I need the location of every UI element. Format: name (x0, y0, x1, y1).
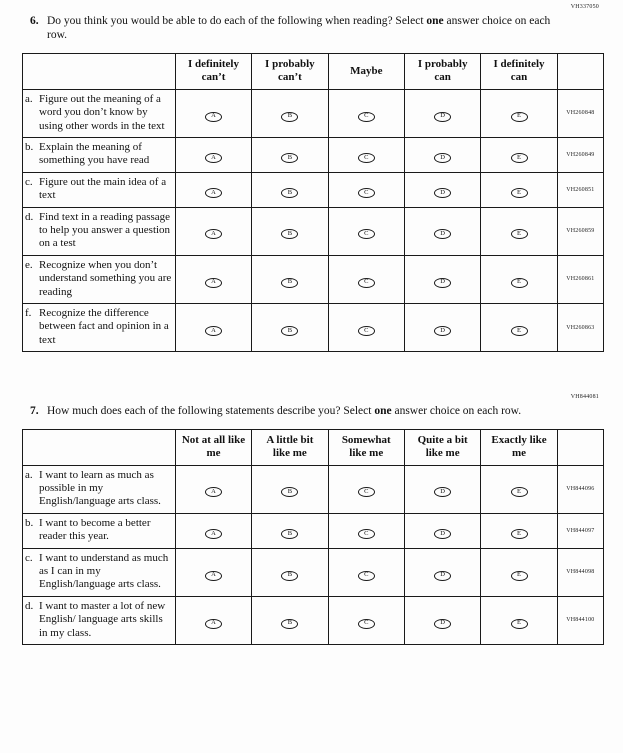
column-header: I definitely can’t (175, 53, 251, 89)
row-label: Recognize when you don’t understand something you are reading (39, 258, 172, 298)
answer-bubble[interactable]: C (358, 487, 375, 497)
answer-cell (328, 513, 404, 548)
column-header: Somewhat like me (328, 429, 404, 465)
answer-bubble[interactable]: C (358, 229, 375, 239)
table-row (23, 304, 604, 352)
answer-bubble[interactable]: D (434, 278, 451, 288)
answer-bubble[interactable]: A (205, 153, 222, 163)
answer-bubble[interactable]: E (511, 229, 528, 239)
answer-bubble[interactable]: D (434, 619, 451, 629)
column-header: Maybe (328, 53, 404, 89)
question-6-form-code: VH337050 (570, 4, 599, 10)
empty-header-cell (23, 429, 176, 465)
answer-bubble[interactable]: E (511, 188, 528, 198)
answer-cell (404, 548, 480, 596)
table-row (23, 596, 604, 644)
answer-bubble[interactable]: A (205, 112, 222, 122)
item-code: VH260861 (557, 255, 603, 303)
question-6-prompt (47, 14, 552, 43)
answer-bubble[interactable]: E (511, 278, 528, 288)
row-letter: b. (25, 140, 34, 153)
answer-bubble[interactable]: D (434, 326, 451, 336)
answer-cell (175, 596, 251, 644)
row-label: I want to become a better reader this year. (39, 516, 151, 543)
question-6-head (0, 14, 623, 43)
question-7-table (22, 429, 604, 645)
row-label-cell (23, 513, 176, 548)
row-label: Recognize the difference between fact and opinion in a text (39, 307, 169, 346)
answer-cell (481, 255, 557, 303)
answer-bubble[interactable]: C (358, 112, 375, 122)
row-letter: a. (25, 468, 33, 481)
row-letter: a. (25, 92, 33, 105)
question-6-prompt-end: answer choice on each row. (47, 15, 551, 42)
answer-cell (175, 89, 251, 137)
answer-cell (404, 207, 480, 255)
question-7-prompt (47, 404, 521, 418)
row-letter: c. (25, 551, 33, 564)
question-6-prompt-bold: one (426, 15, 444, 27)
answer-cell (328, 255, 404, 303)
answer-cell (252, 207, 328, 255)
answer-cell (328, 89, 404, 137)
column-header: Quite a bit like me (404, 429, 480, 465)
answer-cell (404, 172, 480, 207)
answer-bubble[interactable]: C (358, 188, 375, 198)
column-header: Exactly like me (481, 429, 557, 465)
question-7-prompt-end: answer choice on each row. (391, 405, 522, 418)
item-code: VH844097 (557, 513, 603, 548)
row-letter: d. (25, 599, 34, 612)
answer-cell (175, 548, 251, 596)
answer-cell (404, 255, 480, 303)
answer-cell (252, 465, 328, 513)
table-row (23, 137, 604, 172)
answer-bubble[interactable]: E (511, 112, 528, 122)
column-header: A little bit like me (252, 429, 328, 465)
table-row (23, 255, 604, 303)
answer-cell (328, 465, 404, 513)
row-label-cell (23, 548, 176, 596)
answer-cell (252, 596, 328, 644)
question-6-prompt-start: Do you think you would be able to do each of the following when reading? Select (47, 15, 427, 27)
answer-cell (481, 465, 557, 513)
answer-bubble[interactable]: D (434, 487, 451, 497)
answer-bubble[interactable]: E (511, 326, 528, 336)
header-row (23, 429, 604, 465)
answer-cell (481, 172, 557, 207)
answer-bubble[interactable]: D (434, 188, 451, 198)
table-row (23, 207, 604, 255)
answer-cell (175, 304, 251, 352)
answer-cell (252, 172, 328, 207)
answer-cell (404, 304, 480, 352)
row-letter: f. (25, 307, 32, 320)
row-letter: b. (25, 516, 34, 529)
row-letter: c. (25, 175, 33, 188)
row-label: Figure out the main idea of a text (39, 175, 167, 202)
question-6-number: 6. (30, 15, 39, 27)
question-7-prompt-bold: one (374, 405, 392, 418)
row-label: I want to learn as much as possible in my English/language arts class. (39, 468, 161, 508)
answer-bubble[interactable]: B (281, 153, 298, 163)
answer-bubble[interactable]: C (358, 153, 375, 163)
question-7-form-code: VH844081 (570, 394, 599, 401)
column-header: Not at all like me (175, 429, 251, 465)
empty-header-cell (23, 53, 176, 89)
question-6-table (22, 53, 604, 353)
answer-bubble[interactable]: A (205, 278, 222, 288)
row-label: Figure out the meaning of a word you don’t know by using other words in the text (39, 92, 165, 132)
answer-cell (252, 255, 328, 303)
answer-cell (175, 513, 251, 548)
answer-bubble[interactable]: C (358, 326, 375, 336)
answer-bubble[interactable]: A (205, 571, 222, 581)
table-row (23, 89, 604, 137)
question-7-prompt-start: How much does each of the following statements describe you? Select (47, 405, 375, 418)
item-code: VH260851 (557, 172, 603, 207)
answer-bubble[interactable]: C (358, 619, 375, 629)
answer-bubble[interactable]: B (281, 619, 298, 629)
answer-bubble[interactable]: D (434, 229, 451, 239)
column-header: I probably can’t (252, 53, 328, 89)
answer-bubble[interactable]: D (434, 153, 451, 163)
item-code: VH260849 (557, 137, 603, 172)
column-header: I probably can (404, 53, 480, 89)
answer-bubble[interactable]: A (205, 229, 222, 239)
answer-cell (252, 137, 328, 172)
answer-cell (328, 207, 404, 255)
question-7-number: 7. (30, 405, 39, 418)
item-code: VH844098 (557, 548, 603, 596)
answer-cell (404, 89, 480, 137)
answer-cell (481, 137, 557, 172)
answer-cell (481, 89, 557, 137)
answer-cell (404, 596, 480, 644)
header-row (23, 53, 604, 89)
table-row (23, 548, 604, 596)
column-header: I definitely can (481, 53, 557, 89)
item-code: VH260848 (557, 89, 603, 137)
row-label: I want to understand as much as I can in my English/language arts class. (39, 551, 169, 591)
answer-cell (404, 513, 480, 548)
empty-code-header-cell (557, 429, 603, 465)
answer-cell (481, 207, 557, 255)
answer-bubble[interactable]: A (205, 529, 222, 539)
answer-bubble[interactable]: E (511, 571, 528, 581)
empty-code-header-cell (557, 53, 603, 89)
answer-bubble[interactable]: E (511, 619, 528, 629)
answer-bubble[interactable]: D (434, 529, 451, 539)
answer-bubble[interactable]: A (205, 487, 222, 497)
answer-bubble[interactable]: A (205, 326, 222, 336)
row-label-cell (23, 255, 176, 303)
row-label-cell (23, 596, 176, 644)
answer-cell (175, 172, 251, 207)
answer-bubble[interactable]: B (281, 188, 298, 198)
item-code: VH844096 (557, 465, 603, 513)
answer-bubble[interactable]: C (358, 529, 375, 539)
item-code: VH260863 (557, 304, 603, 352)
answer-bubble[interactable]: B (281, 112, 298, 122)
row-label-cell (23, 137, 176, 172)
answer-cell (175, 255, 251, 303)
row-label-cell (23, 89, 176, 137)
question-7-head (0, 404, 623, 418)
question-7 (0, 394, 623, 645)
answer-bubble[interactable]: A (205, 619, 222, 629)
answer-bubble[interactable]: B (281, 487, 298, 497)
answer-cell (252, 89, 328, 137)
answer-bubble[interactable]: D (434, 571, 451, 581)
answer-cell (175, 465, 251, 513)
answer-cell (175, 137, 251, 172)
row-label-cell (23, 207, 176, 255)
answer-cell (481, 304, 557, 352)
item-code: VH260859 (557, 207, 603, 255)
answer-cell (252, 304, 328, 352)
answer-cell (404, 465, 480, 513)
answer-cell (175, 207, 251, 255)
row-label: Find text in a reading passage to help you answer a question on a test (39, 210, 171, 250)
answer-bubble[interactable]: C (358, 571, 375, 581)
answer-bubble[interactable]: B (281, 229, 298, 239)
table-row (23, 513, 604, 548)
answer-bubble[interactable]: C (358, 278, 375, 288)
answer-bubble[interactable]: E (511, 487, 528, 497)
answer-bubble[interactable]: B (281, 326, 298, 336)
row-label: I want to master a lot of new English/ language arts skills in my class. (39, 599, 166, 639)
answer-cell (481, 596, 557, 644)
answer-cell (328, 304, 404, 352)
row-letter: e. (25, 258, 33, 271)
answer-bubble[interactable]: B (281, 529, 298, 539)
answer-cell (328, 548, 404, 596)
item-code: VH844100 (557, 596, 603, 644)
answer-cell (404, 137, 480, 172)
answer-bubble[interactable]: B (281, 278, 298, 288)
answer-bubble[interactable]: B (281, 571, 298, 581)
answer-cell (328, 596, 404, 644)
answer-bubble[interactable]: E (511, 529, 528, 539)
row-letter: d. (25, 210, 34, 223)
answer-cell (252, 513, 328, 548)
row-label-cell (23, 304, 176, 352)
answer-cell (328, 137, 404, 172)
row-label-cell (23, 172, 176, 207)
answer-cell (481, 513, 557, 548)
table-row (23, 465, 604, 513)
answer-bubble[interactable]: D (434, 112, 451, 122)
answer-bubble[interactable]: E (511, 153, 528, 163)
question-6 (0, 4, 623, 352)
row-label: Explain the meaning of something you have read (39, 140, 150, 167)
answer-cell (252, 548, 328, 596)
answer-bubble[interactable]: A (205, 188, 222, 198)
answer-cell (328, 172, 404, 207)
table-row (23, 172, 604, 207)
row-label-cell (23, 465, 176, 513)
answer-cell (481, 548, 557, 596)
